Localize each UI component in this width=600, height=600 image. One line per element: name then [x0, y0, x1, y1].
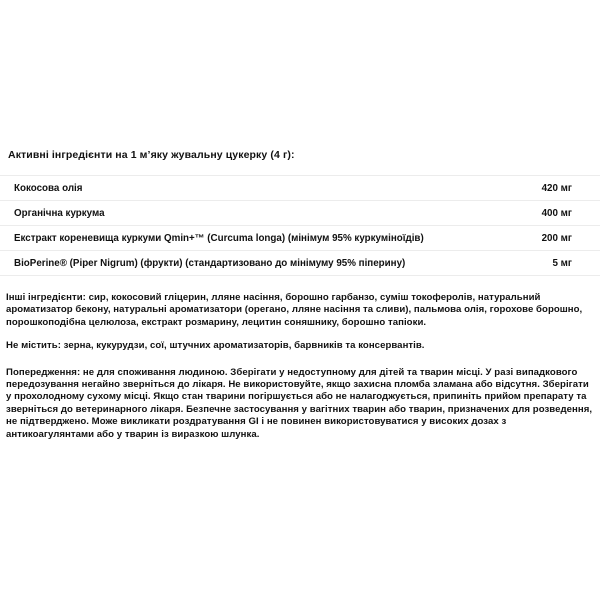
ingredient-amount: 400 мг	[541, 208, 572, 219]
ingredient-name: BioPerine® (Piper Nigrum) (фрукти) (стандартизовано до мінімуму 95% піперину)	[14, 258, 406, 269]
table-row	[0, 251, 600, 276]
table-row	[0, 201, 600, 226]
label-text-section	[0, 292, 600, 441]
ingredient-name: Органічна куркума	[14, 208, 105, 219]
active-ingredients-heading: Активні інгредієнти на 1 м’яку жувальну цукерку (4 г):	[8, 149, 295, 161]
supplement-facts-block	[0, 148, 600, 276]
active-ingredients-table-body	[0, 176, 600, 276]
warning-paragraph: Попередження: не для споживання людиною. Зберігати у недоступному для дітей та тварин місці. У разі випадкового передозування негайно зверніться до лікаря. Не використовуйте, якщо захисна пломба зламана або відсутня. Зберігати у прохолодному сухому місці. Якщо стан тварини погіршується або не налагоджується, припиніть прийом препарату та зверніться до ветеринарного лікаря. Безпечне застосування у вагітних тварин або тварин, призначених для розведення, не підтверджено. Може викликати роздратування GI і не повинен використовуватися у високих дозах з антикоагулянтами або у тварин із виразкою шлунка.	[6, 366, 593, 440]
ingredient-amount: 420 мг	[541, 183, 572, 194]
table-row	[0, 176, 600, 201]
ingredient-name: Кокосова олія	[14, 183, 83, 194]
active-ingredients-table	[0, 175, 600, 276]
ingredient-name: Екстракт кореневища куркуми Qmin+™ (Curcuma longa) (мінімум 95% куркуміноїдів)	[14, 233, 424, 244]
ingredient-amount: 5 мг	[552, 258, 572, 269]
free-from-paragraph: Не містить: зерна, кукурудзи, сої, штучних ароматизаторів, барвників та консервантів.	[6, 340, 425, 352]
other-ingredients-paragraph: Інші інгредієнти: сир, кокосовий гліцерин, лляне насіння, борошно гарбанзо, суміш токоферолів, натуральний ароматизатор бекону, натуральні ароматизатори (орегано, лляне насіння та сливи), пальмова олія, горохове борошно, порошкоподібна целюлоза, екстракт розмарину, лецитин соняшнику, борошно тапіоки.	[6, 292, 583, 328]
ingredient-amount: 200 мг	[541, 233, 572, 244]
table-row	[0, 226, 600, 251]
